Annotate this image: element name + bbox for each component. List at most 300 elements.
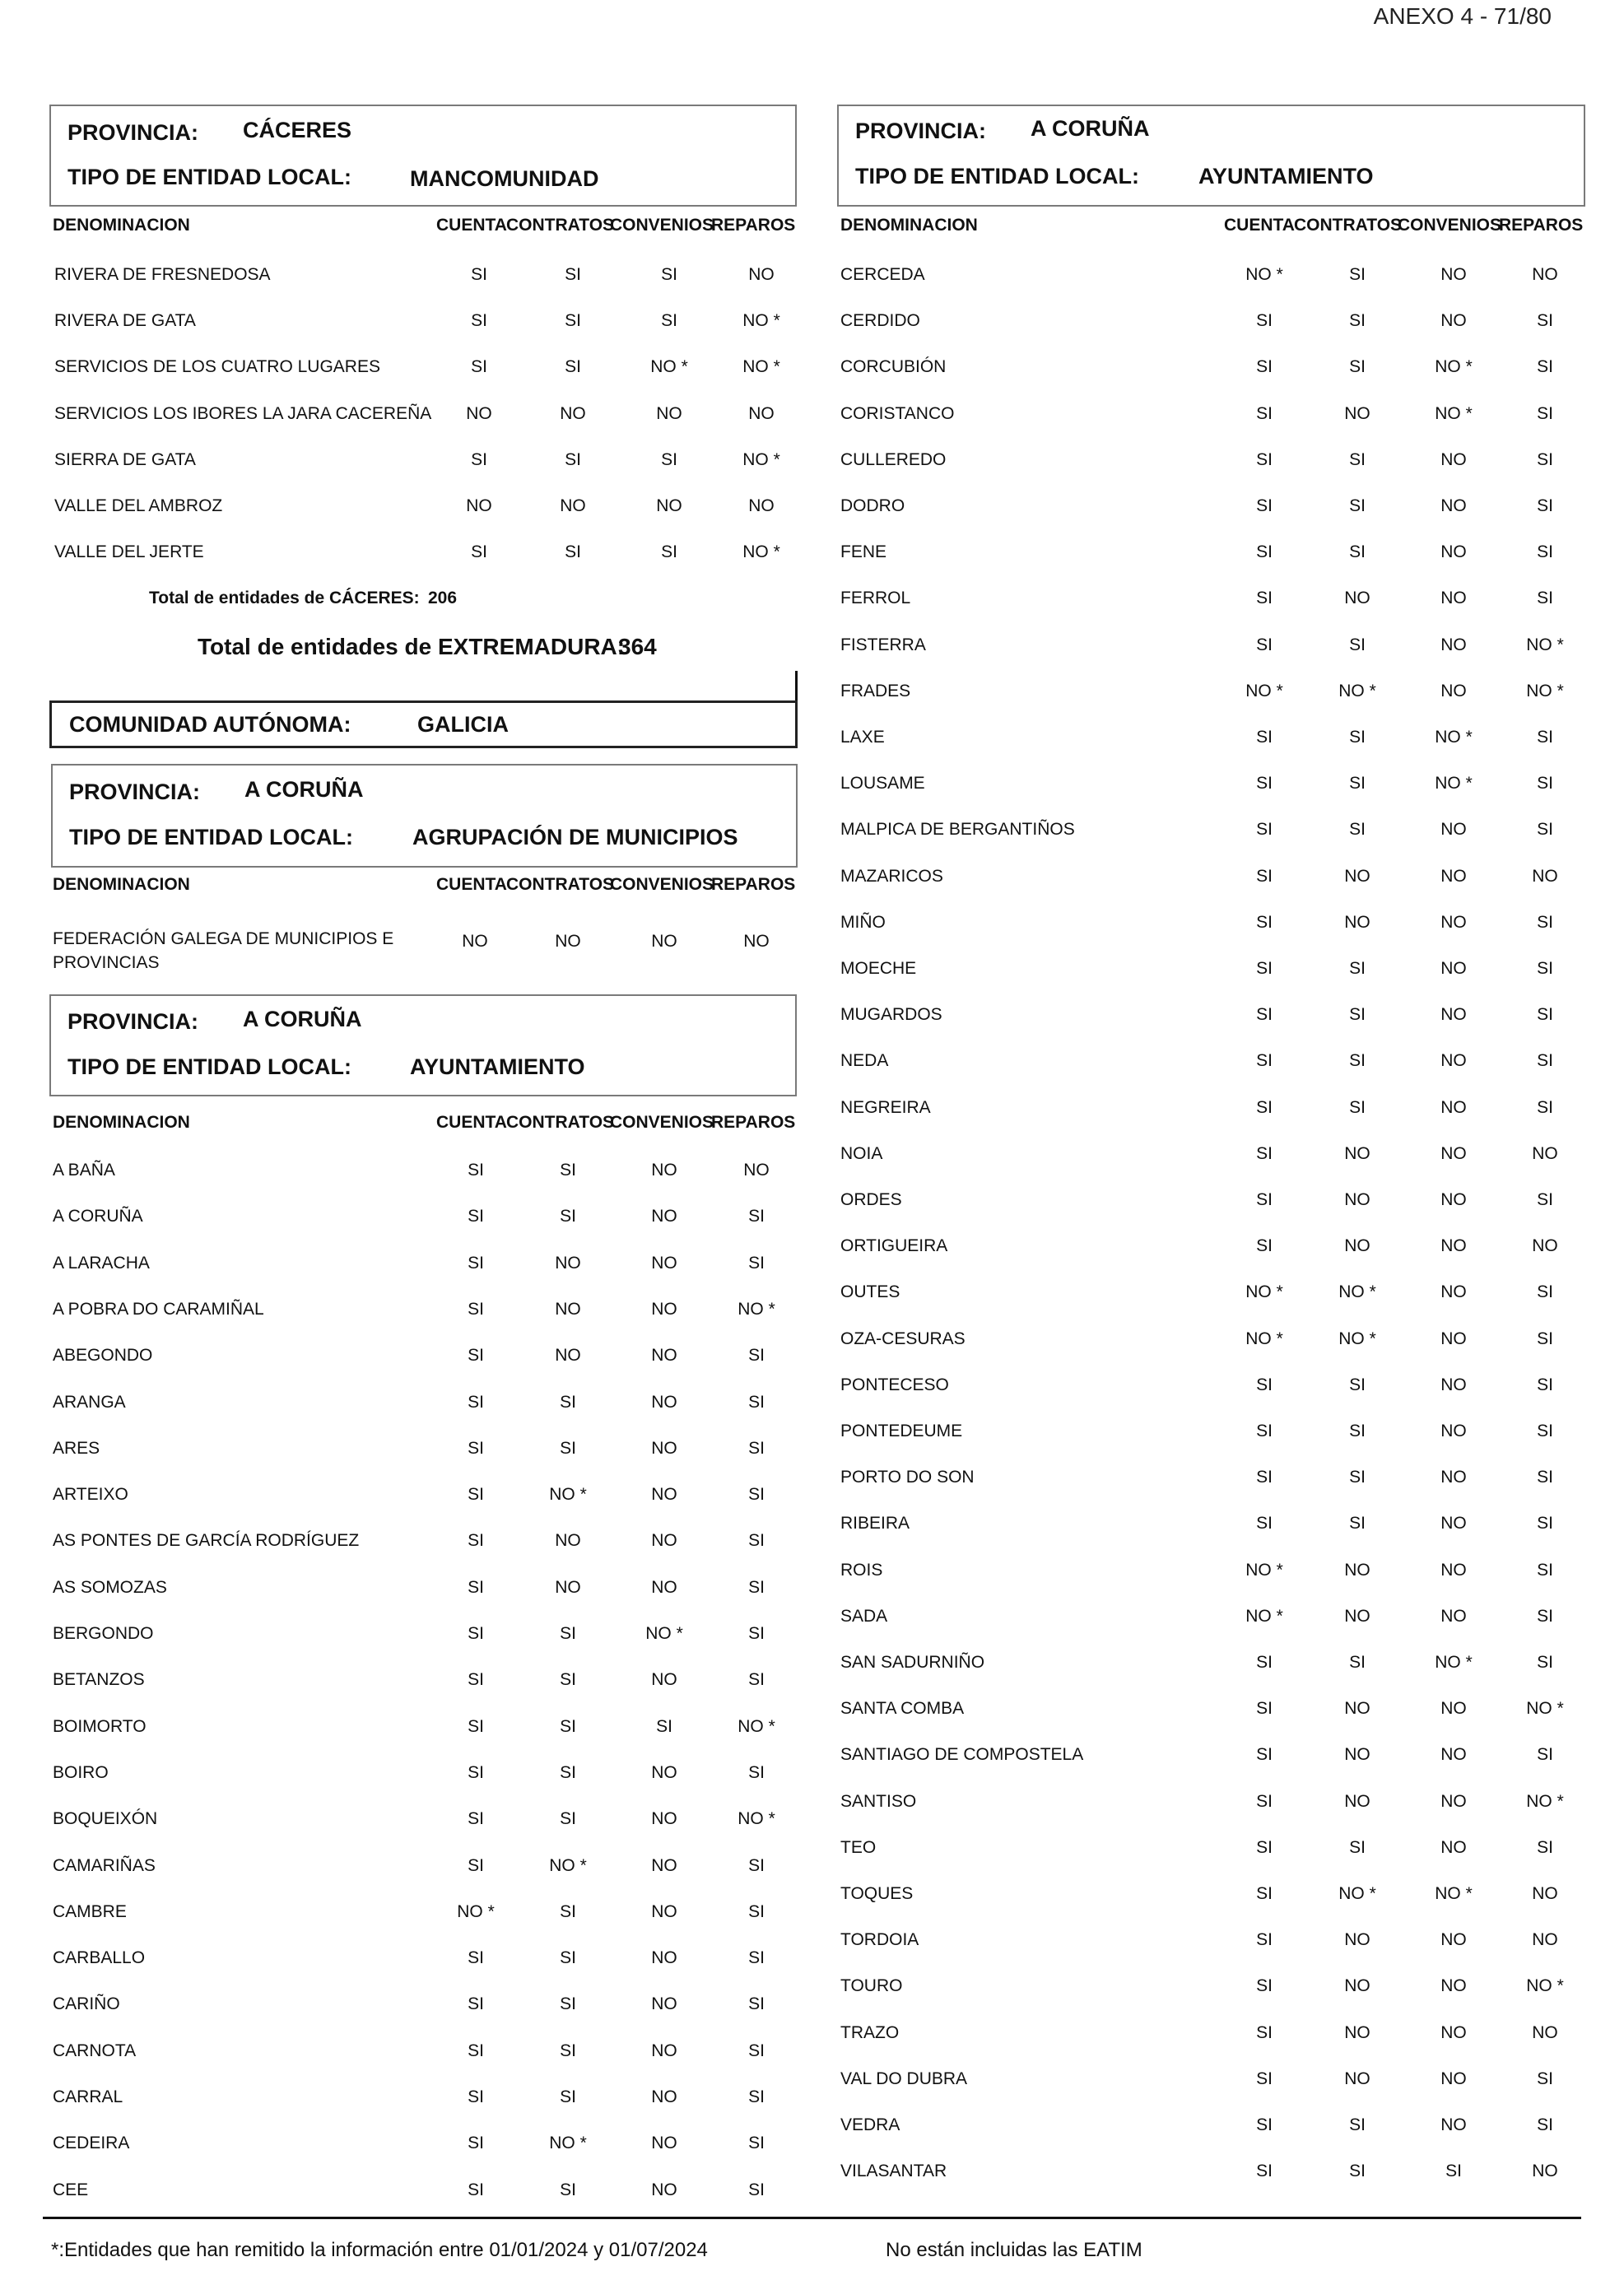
cell-convenios: NO bbox=[651, 2041, 677, 2060]
cell-contratos: SI bbox=[1349, 542, 1366, 562]
cell-cuenta: SI bbox=[468, 1207, 484, 1226]
col-reparos: REPAROS bbox=[711, 1113, 796, 1132]
row-name: FENE bbox=[840, 542, 887, 562]
cell-cuenta: SI bbox=[1256, 1653, 1273, 1672]
cell-contratos: NO bbox=[555, 1577, 581, 1597]
cell-reparos: NO * bbox=[742, 542, 780, 562]
cell-cuenta: SI bbox=[1256, 311, 1273, 331]
cell-convenios: NO bbox=[651, 932, 677, 951]
table-row bbox=[53, 1576, 781, 1613]
cell-convenios: NO bbox=[1440, 1375, 1467, 1394]
table-row bbox=[53, 1993, 781, 2029]
table-row bbox=[840, 818, 1570, 854]
cell-convenios: NO bbox=[1440, 1051, 1467, 1071]
row-name: A CORUÑA bbox=[53, 1207, 143, 1226]
cell-reparos: SI bbox=[1537, 1837, 1553, 1857]
cell-reparos: SI bbox=[1537, 1051, 1553, 1071]
cell-reparos: SI bbox=[1537, 403, 1553, 423]
cell-reparos: NO * bbox=[742, 311, 780, 331]
row-name: TOURO bbox=[840, 1976, 903, 1996]
cell-contratos: SI bbox=[560, 1161, 576, 1180]
table-row bbox=[840, 680, 1570, 716]
cell-reparos: SI bbox=[1537, 1745, 1553, 1765]
cell-cuenta: SI bbox=[1256, 1837, 1273, 1857]
cell-contratos: NO * bbox=[549, 1855, 587, 1875]
cell-contratos: SI bbox=[560, 1901, 576, 1921]
cell-cuenta: SI bbox=[1256, 866, 1273, 886]
cell-contratos: SI bbox=[1349, 496, 1366, 515]
cell-cuenta: SI bbox=[468, 1994, 484, 2014]
cell-cuenta: SI bbox=[468, 2087, 484, 2106]
cell-contratos: SI bbox=[1349, 1005, 1366, 1025]
row-name: RIVERA DE FRESNEDOSA bbox=[54, 265, 271, 284]
cell-contratos: NO bbox=[560, 403, 586, 423]
row-name: SERVICIOS LOS IBORES LA JARA CACEREÑA bbox=[54, 403, 432, 423]
provincia-label: PROVINCIA: bbox=[69, 780, 201, 804]
cell-cuenta: SI bbox=[1256, 1051, 1273, 1071]
table-row bbox=[840, 634, 1570, 670]
cell-reparos: SI bbox=[748, 1392, 765, 1412]
table-row bbox=[840, 1466, 1570, 1502]
row-name: A BAÑA bbox=[53, 1161, 115, 1180]
row-name: ORDES bbox=[840, 1190, 902, 1209]
cell-convenios: NO bbox=[1440, 1422, 1467, 1440]
ccaa-label: COMUNIDAD AUTÓNOMA: bbox=[69, 712, 351, 737]
table-row bbox=[53, 1855, 781, 1891]
table-row bbox=[53, 2132, 781, 2168]
table-row bbox=[840, 1975, 1570, 2011]
cell-contratos: NO bbox=[1344, 1930, 1370, 1950]
col-reparos: REPAROS bbox=[711, 875, 796, 894]
cell-convenios: NO bbox=[651, 1855, 677, 1875]
table-row bbox=[840, 911, 1570, 947]
cell-contratos: NO bbox=[1344, 866, 1370, 886]
row-name: TORDOIA bbox=[840, 1930, 919, 1950]
cell-reparos: SI bbox=[1537, 589, 1553, 608]
cell-reparos: SI bbox=[748, 1855, 765, 1875]
cell-contratos: NO bbox=[1344, 1976, 1370, 1996]
cell-convenios: NO bbox=[1440, 1005, 1467, 1025]
row-name: ORTIGUEIRA bbox=[840, 1236, 948, 1256]
cell-convenios: NO bbox=[651, 1901, 677, 1921]
cell-reparos: NO * bbox=[1526, 635, 1564, 654]
cell-reparos: NO * bbox=[738, 1809, 775, 1829]
cell-contratos: SI bbox=[1349, 2162, 1366, 2181]
cell-convenios: NO bbox=[656, 496, 682, 515]
cell-cuenta: SI bbox=[1256, 1699, 1273, 1719]
row-name: CARBALLO bbox=[53, 1948, 146, 1968]
page-number: ANEXO 4 - 71/80 bbox=[1373, 3, 1552, 29]
table-row bbox=[840, 263, 1570, 300]
cell-cuenta: SI bbox=[1256, 1097, 1273, 1117]
table-row bbox=[840, 1281, 1570, 1317]
cell-convenios: NO * bbox=[1435, 403, 1473, 423]
cell-reparos: SI bbox=[1537, 542, 1553, 562]
row-name: RIVERA DE GATA bbox=[54, 311, 196, 331]
cell-convenios: NO bbox=[651, 1253, 677, 1273]
provincia-label: PROVINCIA: bbox=[67, 120, 199, 145]
row-name: PORTO DO SON bbox=[840, 1468, 975, 1487]
cell-reparos: SI bbox=[748, 1253, 765, 1273]
cell-reparos: SI bbox=[1537, 1606, 1553, 1626]
cell-reparos: NO * bbox=[1526, 1699, 1564, 1719]
cell-reparos: SI bbox=[748, 1670, 765, 1690]
cell-contratos: SI bbox=[560, 1762, 576, 1782]
cell-convenios: NO bbox=[651, 2180, 677, 2199]
cell-reparos: SI bbox=[1537, 449, 1553, 469]
total-caceres-label: Total de entidades de CÁCERES: bbox=[149, 589, 420, 607]
cell-cuenta: SI bbox=[1256, 542, 1273, 562]
cell-reparos: SI bbox=[748, 2180, 765, 2199]
table-row bbox=[53, 1159, 781, 1195]
table-row bbox=[54, 356, 786, 392]
row-name: VAL DO DUBRA bbox=[840, 2069, 968, 2088]
footer-note: *:Entidades que han remitido la información entre 01/01/2024 y 01/07/2024 bbox=[51, 2239, 708, 2261]
cell-contratos: SI bbox=[1349, 820, 1366, 840]
table-row bbox=[53, 1761, 781, 1798]
row-name: CORISTANCO bbox=[840, 403, 955, 423]
cell-convenios: NO bbox=[1440, 311, 1467, 331]
cell-contratos: NO bbox=[1344, 589, 1370, 608]
cell-contratos: SI bbox=[560, 1809, 576, 1829]
cell-contratos: SI bbox=[560, 2180, 576, 2199]
cell-convenios: SI bbox=[661, 311, 677, 331]
cell-contratos: NO bbox=[1344, 1606, 1370, 1626]
cell-contratos: NO bbox=[1344, 1560, 1370, 1580]
table-row bbox=[840, 1605, 1570, 1641]
cell-reparos: SI bbox=[1537, 774, 1553, 793]
cell-contratos: NO bbox=[555, 1299, 581, 1319]
col-convenios: CONVENIOS bbox=[1398, 216, 1502, 235]
cell-cuenta: SI bbox=[1256, 1422, 1273, 1440]
cell-contratos: SI bbox=[1349, 449, 1366, 469]
col-denominacion: DENOMINACION bbox=[840, 216, 978, 235]
table-row bbox=[53, 1344, 781, 1380]
cell-reparos: SI bbox=[1537, 1282, 1553, 1302]
table-row bbox=[53, 1715, 781, 1752]
cell-reparos: NO bbox=[1532, 1143, 1558, 1163]
col-convenios: CONVENIOS bbox=[610, 1113, 714, 1132]
table-row bbox=[840, 1142, 1570, 1179]
row-name: RIBEIRA bbox=[840, 1514, 910, 1533]
row-name: FISTERRA bbox=[840, 635, 926, 654]
provincia-label: PROVINCIA: bbox=[67, 1009, 199, 1034]
table-row bbox=[840, 865, 1570, 901]
cell-cuenta: SI bbox=[471, 449, 487, 469]
cell-cuenta: SI bbox=[1256, 912, 1273, 932]
cell-reparos: SI bbox=[1537, 959, 1553, 978]
cell-cuenta: SI bbox=[468, 1392, 484, 1412]
row-name: ARES bbox=[53, 1438, 100, 1458]
cell-reparos: SI bbox=[748, 1346, 765, 1366]
cell-reparos: SI bbox=[1537, 1560, 1553, 1580]
table-row bbox=[840, 1512, 1570, 1548]
cell-cuenta: NO bbox=[466, 496, 492, 515]
table-row bbox=[840, 1420, 1570, 1456]
cell-contratos: SI bbox=[1349, 774, 1366, 793]
cell-convenios: NO bbox=[1440, 1329, 1467, 1348]
cell-contratos: SI bbox=[1349, 728, 1366, 747]
cell-contratos: NO bbox=[1344, 1745, 1370, 1765]
row-name: TEO bbox=[840, 1837, 877, 1857]
cell-contratos: NO * bbox=[549, 2134, 587, 2153]
cell-contratos: SI bbox=[560, 2041, 576, 2060]
tipo-value: AYUNTAMIENTO bbox=[410, 1054, 585, 1079]
cell-convenios: NO bbox=[651, 1948, 677, 1968]
cell-convenios: NO bbox=[1440, 542, 1467, 562]
cell-contratos: NO bbox=[1344, 2069, 1370, 2088]
cell-convenios: NO bbox=[1440, 589, 1467, 608]
cell-contratos: NO bbox=[1344, 1699, 1370, 1719]
row-name: CERDIDO bbox=[840, 311, 920, 331]
provincia-value: A CORUÑA bbox=[243, 1007, 362, 1031]
cell-reparos: SI bbox=[748, 1901, 765, 1921]
footer-eatim: No están incluidas las EATIM bbox=[886, 2239, 1142, 2261]
cell-reparos: SI bbox=[1537, 1005, 1553, 1025]
cell-reparos: SI bbox=[1537, 1097, 1553, 1117]
cell-cuenta: NO * bbox=[1245, 265, 1283, 284]
row-name: MIÑO bbox=[840, 912, 886, 932]
cell-cuenta: SI bbox=[468, 1577, 484, 1597]
row-name: A LARACHA bbox=[53, 1253, 150, 1273]
col-denominacion: DENOMINACION bbox=[53, 216, 190, 235]
row-name: CEDEIRA bbox=[53, 2134, 130, 2153]
cell-cuenta: NO * bbox=[1245, 1329, 1283, 1348]
cell-reparos: NO bbox=[1532, 1236, 1558, 1256]
cell-cuenta: SI bbox=[468, 1531, 484, 1551]
cell-contratos: SI bbox=[560, 1948, 576, 1968]
cell-convenios: NO bbox=[1440, 1976, 1467, 1996]
cell-reparos: NO bbox=[1532, 265, 1558, 284]
row-name: BERGONDO bbox=[53, 1624, 154, 1643]
col-denominacion: DENOMINACION bbox=[53, 875, 190, 894]
cell-cuenta: SI bbox=[468, 1855, 484, 1875]
cell-contratos: NO bbox=[1344, 403, 1370, 423]
table-row bbox=[840, 1882, 1570, 1919]
cell-cuenta: NO bbox=[462, 932, 488, 951]
cell-convenios: NO bbox=[1440, 1745, 1467, 1765]
cell-cuenta: SI bbox=[468, 1716, 484, 1736]
cell-reparos: NO bbox=[1532, 2162, 1558, 2181]
cell-contratos: NO bbox=[1344, 1236, 1370, 1256]
cell-convenios: NO * bbox=[645, 1624, 683, 1643]
cell-reparos: NO bbox=[743, 932, 770, 951]
cell-reparos: SI bbox=[1537, 1514, 1553, 1533]
cell-convenios: NO bbox=[1440, 1097, 1467, 1117]
cell-convenios: NO bbox=[651, 1485, 677, 1505]
cell-contratos: NO * bbox=[549, 1485, 587, 1505]
cell-convenios: NO bbox=[1440, 2022, 1467, 2042]
cell-contratos: SI bbox=[560, 2087, 576, 2106]
row-name: VALLE DEL AMBROZ bbox=[54, 496, 223, 515]
cell-reparos: SI bbox=[748, 1438, 765, 1458]
row-name: ROIS bbox=[840, 1560, 883, 1580]
table-row bbox=[840, 2022, 1570, 2058]
table-row bbox=[840, 356, 1570, 392]
cell-reparos: NO bbox=[1532, 1930, 1558, 1950]
cell-contratos: NO * bbox=[1338, 1282, 1376, 1302]
row-name: CORCUBIÓN bbox=[840, 357, 947, 377]
cell-contratos: NO bbox=[555, 932, 581, 951]
tipo-value: AGRUPACIÓN DE MUNICIPIOS bbox=[412, 825, 738, 849]
cell-cuenta: NO * bbox=[457, 1901, 495, 1921]
cell-contratos: SI bbox=[565, 357, 581, 377]
cell-cuenta: SI bbox=[1256, 774, 1273, 793]
cell-cuenta: SI bbox=[1256, 2022, 1273, 2042]
row-name: ARANGA bbox=[53, 1392, 126, 1412]
row-name: CAMBRE bbox=[53, 1901, 127, 1921]
table-row bbox=[840, 495, 1570, 531]
row-name: CULLEREDO bbox=[840, 449, 947, 469]
table-row bbox=[840, 2160, 1570, 2196]
cell-cuenta: SI bbox=[468, 1670, 484, 1690]
table-row bbox=[53, 2086, 781, 2122]
cell-cuenta: NO * bbox=[1245, 1606, 1283, 1626]
cell-cuenta: SI bbox=[1256, 1375, 1273, 1394]
table-row bbox=[54, 449, 786, 485]
cell-convenios: NO bbox=[1440, 1560, 1467, 1580]
provincia-label: PROVINCIA: bbox=[855, 119, 987, 143]
cell-cuenta: SI bbox=[471, 311, 487, 331]
row-name: CARRAL bbox=[53, 2087, 123, 2106]
cell-contratos: NO bbox=[1344, 912, 1370, 932]
table-row bbox=[53, 1668, 781, 1705]
table-row bbox=[840, 1374, 1570, 1410]
row-name: VEDRA bbox=[840, 2115, 900, 2134]
cell-cuenta: SI bbox=[1256, 2115, 1273, 2134]
cell-convenios: NO bbox=[651, 1577, 677, 1597]
row-name: MUGARDOS bbox=[840, 1005, 942, 1025]
cell-contratos: NO bbox=[1344, 1143, 1370, 1163]
cell-contratos: SI bbox=[565, 311, 581, 331]
cell-cuenta: SI bbox=[468, 1161, 484, 1180]
cell-contratos: SI bbox=[1349, 1051, 1366, 1071]
cell-reparos: SI bbox=[748, 1577, 765, 1597]
tipo-value: AYUNTAMIENTO bbox=[1198, 164, 1374, 188]
tipo-label: TIPO DE ENTIDAD LOCAL: bbox=[67, 1054, 351, 1079]
cell-contratos: NO * bbox=[1338, 1329, 1376, 1348]
cell-reparos: NO * bbox=[738, 1299, 775, 1319]
cell-cuenta: NO bbox=[466, 403, 492, 423]
cell-convenios: NO bbox=[1440, 265, 1467, 284]
cell-contratos: NO * bbox=[1338, 681, 1376, 700]
cell-contratos: SI bbox=[560, 1392, 576, 1412]
row-name: NEGREIRA bbox=[840, 1097, 931, 1117]
cell-contratos: SI bbox=[560, 1438, 576, 1458]
cell-reparos: SI bbox=[748, 1762, 765, 1782]
cell-cuenta: NO * bbox=[1245, 1560, 1283, 1580]
cell-cuenta: SI bbox=[1256, 959, 1273, 978]
row-name: AS SOMOZAS bbox=[53, 1577, 167, 1597]
cell-convenios: NO bbox=[651, 1531, 677, 1551]
row-name: BOIMORTO bbox=[53, 1716, 147, 1736]
ccaa-value: GALICIA bbox=[417, 712, 509, 737]
row-name: CEE bbox=[53, 2180, 89, 2199]
col-cuenta: CUENTA bbox=[436, 216, 507, 235]
cell-reparos: SI bbox=[748, 1948, 765, 1968]
row-name: AS PONTES DE GARCÍA RODRÍGUEZ bbox=[53, 1531, 360, 1551]
cell-reparos: SI bbox=[1537, 2115, 1553, 2134]
cell-convenios: NO bbox=[651, 1161, 677, 1180]
cell-cuenta: SI bbox=[468, 1438, 484, 1458]
provincia-value: A CORUÑA bbox=[1031, 116, 1150, 141]
table-row bbox=[54, 309, 786, 346]
col-contratos: CONTRATOS bbox=[1294, 216, 1403, 235]
cell-contratos: SI bbox=[1349, 959, 1366, 978]
col-cuenta: CUENTA bbox=[1224, 216, 1295, 235]
provincia-value: CÁCERES bbox=[243, 118, 352, 142]
row-name: BETANZOS bbox=[53, 1670, 145, 1690]
tipo-value: MANCOMUNIDAD bbox=[410, 166, 599, 191]
cell-contratos: NO bbox=[1344, 1791, 1370, 1811]
table-row bbox=[54, 263, 786, 300]
cell-cuenta: SI bbox=[471, 542, 487, 562]
cell-reparos: SI bbox=[1537, 1422, 1553, 1440]
cell-reparos: SI bbox=[1537, 2069, 1553, 2088]
cell-cuenta: SI bbox=[1256, 1976, 1273, 1996]
cell-contratos: NO bbox=[1344, 1190, 1370, 1209]
row-name: VILASANTAR bbox=[840, 2162, 947, 2181]
cell-convenios: NO bbox=[651, 1994, 677, 2014]
table-row bbox=[53, 1947, 781, 1983]
table-row bbox=[840, 449, 1570, 485]
table-row bbox=[54, 541, 786, 577]
cell-cuenta: SI bbox=[1256, 2069, 1273, 2088]
table-row bbox=[840, 1697, 1570, 1734]
cell-contratos: SI bbox=[1349, 2115, 1366, 2134]
cell-convenios: NO bbox=[1440, 2069, 1467, 2088]
table-row bbox=[53, 2040, 781, 2076]
row-name: SIERRA DE GATA bbox=[54, 449, 196, 469]
table-row bbox=[840, 1003, 1570, 1040]
table-row bbox=[840, 1559, 1570, 1595]
col-convenios: CONVENIOS bbox=[610, 216, 714, 235]
cell-convenios: NO bbox=[1440, 866, 1467, 886]
cell-reparos: SI bbox=[748, 1624, 765, 1643]
cell-cuenta: SI bbox=[1256, 589, 1273, 608]
cell-convenios: NO bbox=[1440, 1143, 1467, 1163]
cell-contratos: SI bbox=[1349, 357, 1366, 377]
cell-reparos: SI bbox=[1537, 1375, 1553, 1394]
row-name: MAZARICOS bbox=[840, 866, 943, 886]
row-name: OUTES bbox=[840, 1282, 900, 1302]
cell-reparos: SI bbox=[1537, 1653, 1553, 1672]
cell-convenios: SI bbox=[661, 449, 677, 469]
cell-convenios: SI bbox=[661, 265, 677, 284]
cell-convenios: NO bbox=[651, 1346, 677, 1366]
cell-cuenta: SI bbox=[1256, 820, 1273, 840]
cell-cuenta: SI bbox=[1256, 1745, 1273, 1765]
table-row bbox=[840, 957, 1570, 994]
row-name: CARNOTA bbox=[53, 2041, 137, 2060]
cell-reparos: SI bbox=[748, 1485, 765, 1505]
cell-contratos: SI bbox=[1349, 1653, 1366, 1672]
table-row bbox=[840, 726, 1570, 762]
cell-cuenta: NO * bbox=[1245, 681, 1283, 700]
table-row bbox=[840, 1743, 1570, 1780]
cell-cuenta: SI bbox=[468, 1624, 484, 1643]
cell-contratos: SI bbox=[565, 449, 581, 469]
cell-cuenta: SI bbox=[468, 2180, 484, 2199]
cell-contratos: SI bbox=[560, 1670, 576, 1690]
table-row bbox=[840, 1049, 1570, 1086]
tipo-label: TIPO DE ENTIDAD LOCAL: bbox=[855, 164, 1139, 188]
cell-cuenta: SI bbox=[468, 1253, 484, 1273]
table-row bbox=[53, 1529, 781, 1566]
table-row bbox=[54, 403, 786, 439]
total-region-value: 364 bbox=[618, 634, 657, 659]
table-row bbox=[840, 1096, 1570, 1133]
